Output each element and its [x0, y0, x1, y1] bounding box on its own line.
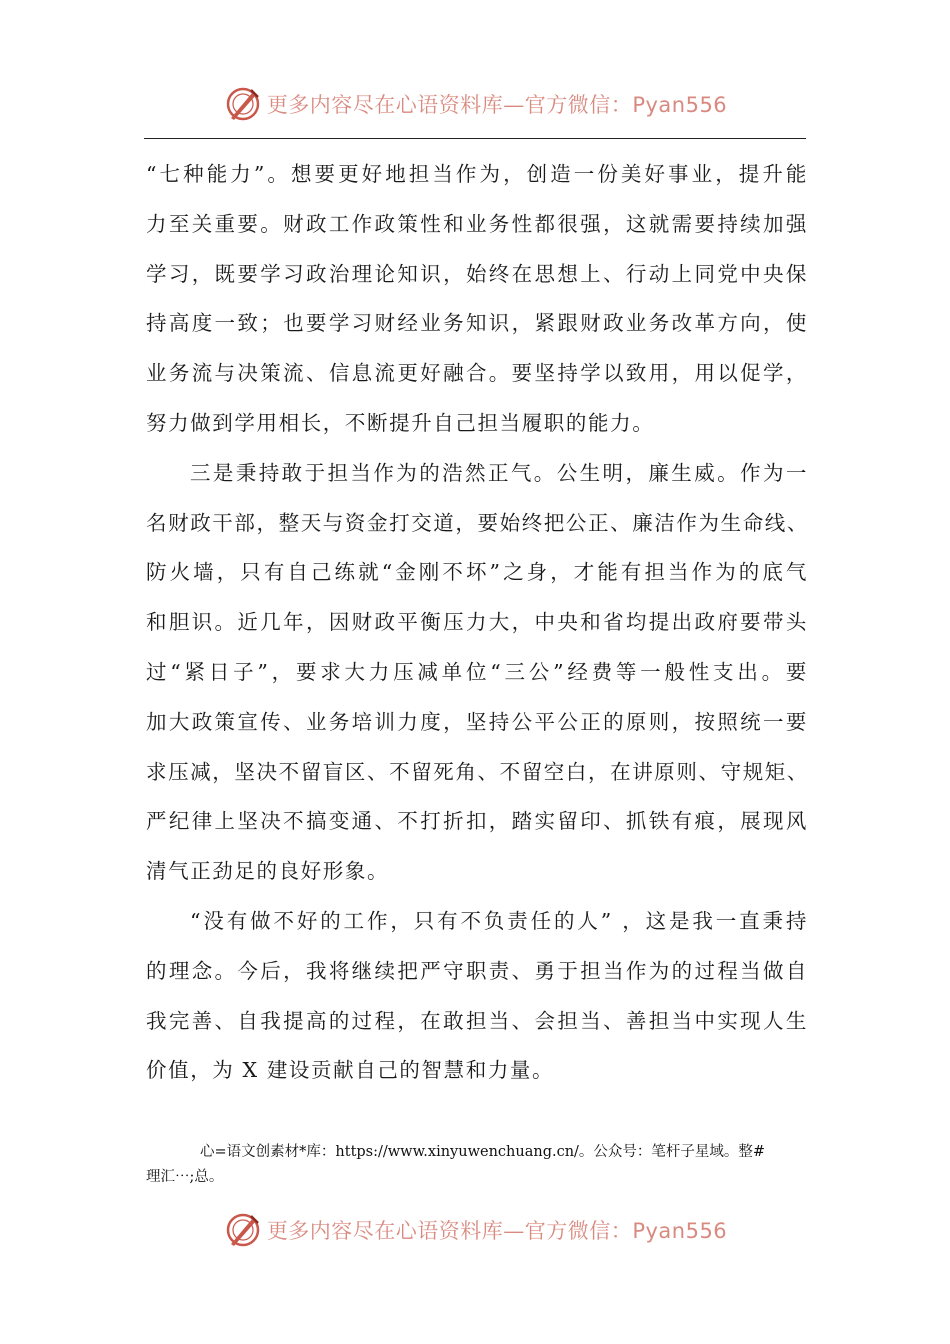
text-line: 价值，为 X 建设贡献自己的智慧和力量。	[146, 1058, 555, 1083]
source-note	[146, 1140, 808, 1190]
footer-banner	[0, 1208, 950, 1252]
pen-seal-icon	[223, 84, 263, 124]
text-line: 努力做到学用相长，不断提升自己担当履职的能力。	[146, 410, 655, 435]
text-line: 过“紧日子”，要求大力压减单位“三公”经费等一般性支出。要	[146, 659, 808, 684]
text-line: 名财政干部，整天与资金打交道，要始终把公正、廉洁作为生命线、	[146, 510, 809, 535]
text-line: 严纪律上坚决不搞变通、不打折扣，踏实留印、抓铁有痕，展现风	[146, 809, 808, 834]
text-line: 和胆识。近几年，因财政平衡压力大，中央和省均提出政府要带头	[146, 610, 808, 635]
text-line: 清气正劲足的良好形象。	[146, 859, 390, 884]
text-line: 加大政策宣传、业务培训力度，坚持公平公正的原则，按照统一要	[146, 709, 808, 734]
text-line: 求压减，坚决不留盲区、不留死角、不留空白，在讲原则、守规矩、	[146, 759, 809, 784]
header-banner	[0, 82, 950, 126]
source-note-line: 心=语文创素材*库：https://www.xinyuwenchuang.cn/。公众号：笔杆子星域。整#	[200, 1144, 766, 1160]
paragraph-1	[146, 150, 808, 449]
document-body	[146, 150, 808, 1096]
banner-wechat-id: Pyan556	[632, 1219, 728, 1243]
paragraph-2	[146, 449, 808, 897]
pen-seal-icon	[223, 1210, 263, 1250]
banner-wechat-id: Pyan556	[632, 93, 728, 117]
text-line: 我完善、自我提高的过程，在敢担当、会担当、善担当中实现人生	[146, 1008, 808, 1033]
banner-text: 更多内容尽在心语资料库—官方微信：Pyan556	[266, 93, 728, 117]
header-rule	[144, 138, 806, 139]
text-line: 防火墙，只有自己练就“金刚不坏”之身，才能有担当作为的底气	[146, 560, 808, 585]
text-line: “七种能力”。想要更好地担当作为，创造一份美好事业，提升能	[146, 162, 808, 186]
source-note-line: 理汇⋯;总。	[146, 1169, 224, 1185]
paragraph-3	[146, 897, 808, 1096]
text-line: 业务流与决策流、信息流更好融合。要坚持学以致用，用以促学，	[146, 361, 808, 386]
text-line: “没有做不好的工作，只有不负责任的人” ，这是我一直秉持	[190, 908, 808, 933]
text-line: 持高度一致；也要学习财经业务知识，紧跟财政业务改革方向，使	[146, 311, 808, 336]
banner-text: 更多内容尽在心语资料库—官方微信：Pyan556	[266, 1219, 728, 1243]
text-line: 力至关重要。财政工作政策性和业务性都很强，这就需要持续加强	[146, 211, 808, 236]
text-line: 学习，既要学习政治理论知识，始终在思想上、行动上同党中央保	[146, 261, 808, 286]
text-line: 三是秉持敢于担当作为的浩然正气。公生明，廉生威。作为一	[190, 460, 808, 485]
text-line: 的理念。今后，我将继续把严守职责、勇于担当作为的过程当做自	[146, 958, 808, 983]
